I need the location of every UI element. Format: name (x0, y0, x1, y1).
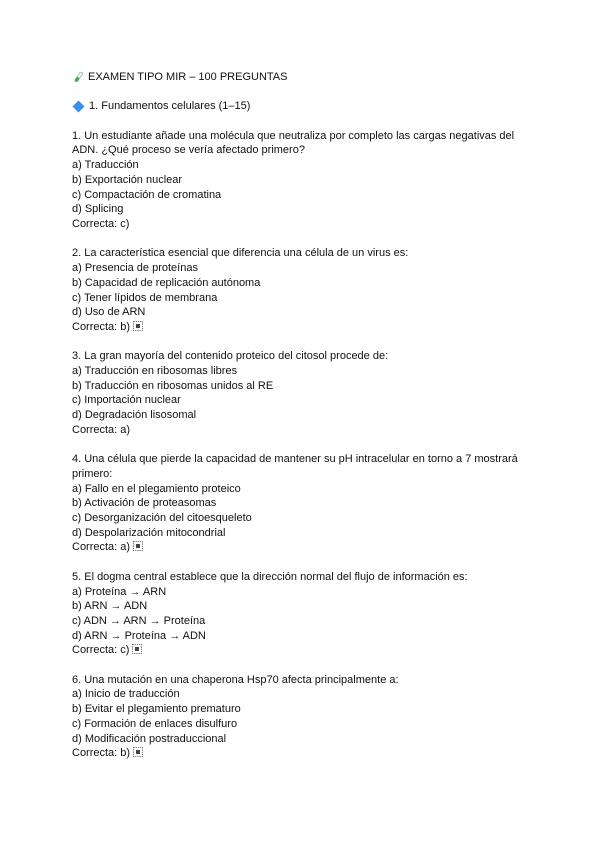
option-c: c) Desorganización del citoesqueleto (72, 512, 252, 525)
question-1 (72, 129, 532, 232)
answer-text: Correcta: c) (72, 218, 130, 230)
option-c: c) Compactación de cromatina (72, 188, 222, 201)
question-stem: 2. La característica esencial que diferencia una célula de un virus es: (72, 247, 409, 260)
option-d: d) Uso de ARN (72, 306, 146, 319)
option-b: b) Traducción en ribosomas unidos al RE (72, 379, 274, 392)
question-stem-cont: primero: (72, 467, 113, 480)
section-heading-row (72, 99, 532, 114)
answer-line (72, 217, 532, 232)
question-stem: 5. El dogma central establece que la dirección normal del flujo de información es: (72, 570, 468, 583)
section-heading: 1. Fundamentos celulares (1–15) (89, 100, 251, 113)
exam-title: EXAMEN TIPO MIR – 100 PREGUNTAS (88, 71, 288, 83)
answer-line (72, 643, 532, 658)
answer-text: Correcta: a) (72, 541, 131, 554)
option-a: a) Traducción (72, 159, 139, 172)
option-a: a) Fallo en el plegamiento proteico (72, 482, 241, 495)
option-a: a) Traducción en ribosomas libres (72, 365, 238, 377)
option-b: b) Exportación nuclear (72, 173, 183, 186)
question-6 (72, 673, 532, 761)
option-c: c) Formación de enlaces disulfuro (72, 717, 238, 730)
blue-diamond-icon (72, 100, 85, 113)
option-a: a) Proteína → ARN (72, 585, 167, 598)
answer-text: Correcta: a) (72, 423, 131, 436)
check-mark-icon (133, 747, 143, 757)
answer-text: Correcta: b) (72, 747, 131, 760)
question-stem: 4. Una célula que pierde la capacidad de mantener su pH intracelular en torno a 7 mostrará (72, 453, 518, 466)
option-b: b) Evitar el plegamiento prematuro (72, 703, 241, 716)
option-d: d) ARN → Proteína → ADN (72, 629, 206, 642)
exam-title-row (72, 70, 532, 85)
answer-line (72, 320, 532, 335)
answer-line (72, 423, 532, 438)
question-5 (72, 570, 532, 658)
check-mark-icon (132, 644, 142, 654)
option-d: d) Degradación lisosomal (72, 409, 197, 422)
option-b: b) Activación de proteasomas (72, 497, 217, 510)
option-c: c) Importación nuclear (72, 394, 181, 407)
option-c: c) ADN → ARN → Proteína (72, 614, 206, 627)
option-d: d) Despolarización mitocondrial (72, 526, 226, 539)
question-stem: 1. Un estudiante añade una molécula que neutraliza por completo las cargas negativas del (72, 129, 515, 142)
option-d: d) Modificación postraduccional (72, 732, 227, 745)
answer-line (72, 540, 532, 555)
question-stem: 3. La gran mayoría del contenido proteico del citosol procede de: (72, 350, 389, 363)
question-3 (72, 349, 532, 437)
answer-text: Correcta: b) (72, 320, 131, 333)
question-stem-cont: ADN. ¿Qué proceso se vería afectado primero? (72, 144, 305, 157)
option-c: c) Tener lípidos de membrana (72, 291, 218, 304)
check-mark-icon (133, 321, 143, 331)
document-page (72, 70, 532, 761)
check-mark-icon (133, 541, 143, 551)
option-b: b) ARN → ADN (72, 600, 148, 613)
test-tube-icon (72, 71, 84, 83)
option-a: a) Presencia de proteínas (72, 262, 198, 275)
answer-line (72, 746, 532, 761)
option-b: b) Capacidad de replicación autónoma (72, 276, 261, 289)
question-stem: 6. Una mutación en una chaperona Hsp70 afecta principalmente a: (72, 673, 399, 686)
answer-text: Correcta: c) (72, 644, 130, 657)
question-4 (72, 452, 532, 555)
option-a: a) Inicio de traducción (72, 688, 180, 701)
option-d: d) Splicing (72, 203, 124, 216)
question-2 (72, 246, 532, 334)
